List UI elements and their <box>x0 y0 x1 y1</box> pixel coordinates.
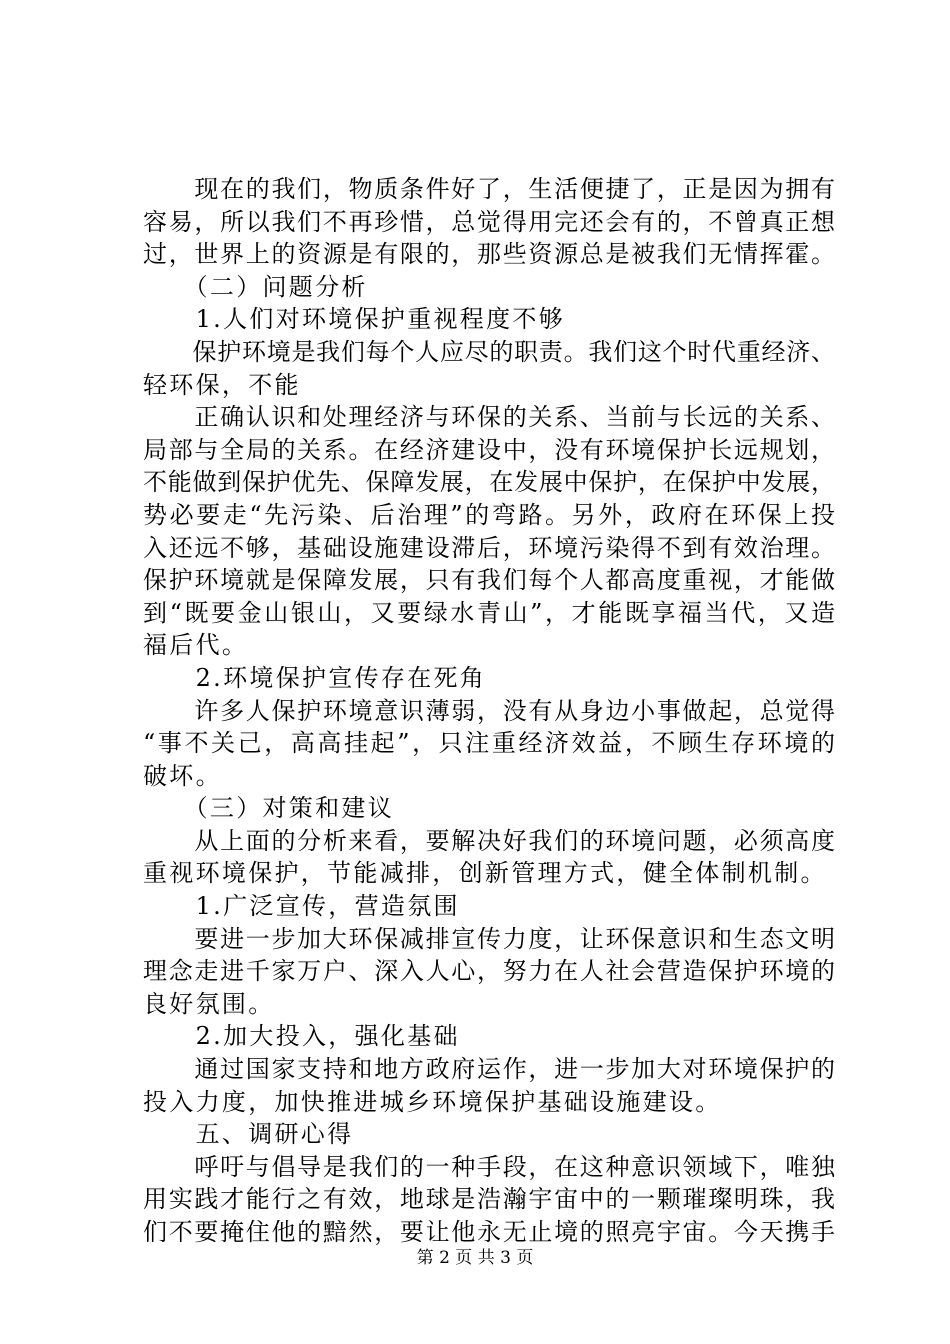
text-line: 福后代。 <box>143 631 249 660</box>
text-line: 保护环境是我们每个人应尽的职责。我们这个时代重经济、 <box>143 337 835 366</box>
text-line: “事不关己，高高挂起”，只注重经济效益，不顾生存环境的 <box>143 729 835 758</box>
text-line: 容易，所以我们不再珍惜，总觉得用完还会有的，不曾真正想 <box>143 207 835 236</box>
subsection-heading: 1.人们对环境保护重视程度不够 <box>143 305 565 334</box>
text-line: 从上面的分析来看，要解决好我们的环境问题，必须高度 <box>143 826 835 855</box>
text-line: 许多人保护环境意识薄弱，没有从身边小事做起，总觉得 <box>143 696 835 725</box>
text-line: 们不要掩住他的黯然，要让他永无止境的照亮宇宙。今天携手 <box>143 1218 835 1246</box>
page-number-footer: 第 2 页 共 3 页 <box>416 1248 534 1268</box>
text-line: 破坏。 <box>143 761 222 790</box>
text-line: 势必要走“先污染、后治理”的弯路。另外，政府在环保上投 <box>143 500 835 529</box>
section-heading: （三）对策和建议 <box>143 794 394 823</box>
text-line: 现在的我们，物质条件好了，生活便捷了，正是因为拥有 <box>143 175 835 203</box>
text-line: 正确认识和处理经济与环保的关系、当前与长远的关系、 <box>143 403 835 432</box>
section-heading: （二）问题分析 <box>143 272 368 301</box>
text-line: 投入力度，加快推进城乡环境保护基础设施建设。 <box>143 1087 722 1116</box>
text-line: 理念走进千家万户、深入人心，努力在人社会营造保护环境的 <box>143 957 835 986</box>
document-body <box>143 173 835 1249</box>
subsection-heading: 2.环境保护宣传存在死角 <box>143 663 487 692</box>
text-line: 入还远不够，基础设施建设滞后，环境污染得不到有效治理。 <box>143 533 835 562</box>
text-line: 到“既要金山银山，又要绿水青山”，才能既享福当代，又造 <box>143 598 835 627</box>
text-line: 过，世界上的资源是有限的，那些资源总是被我们无情挥霍。 <box>143 240 835 269</box>
section-heading: 五、调研心得 <box>143 1120 354 1149</box>
text-line: 不能做到保护优先、保障发展，在发展中保护，在保护中发展， <box>143 468 835 497</box>
subsection-heading: 1.广泛宣传，营造氛围 <box>143 892 460 921</box>
subsection-heading: 2.加大投入，强化基础 <box>143 1022 460 1051</box>
text-line: 通过国家支持和地方政府运作，进一步加大对环境保护的 <box>143 1055 835 1084</box>
text-line: 用实践才能行之有效，地球是浩瀚宇宙中的一颗璀璨明珠，我 <box>143 1185 835 1214</box>
text-line: 保护环境就是保障发展，只有我们每个人都高度重视，才能做 <box>143 566 835 595</box>
text-line: 局部与全局的关系。在经济建设中，没有环境保护长远规划， <box>143 435 835 464</box>
text-line: 要进一步加大环保减排宣传力度，让环保意识和生态文明 <box>143 924 835 953</box>
text-line: 轻环保，不能 <box>143 370 301 399</box>
text-line: 呼吁与倡导是我们的一种手段，在这种意识领域下，唯独 <box>143 1152 835 1181</box>
text-line: 良好氛围。 <box>143 989 275 1018</box>
text-line: 重视环境保护，节能减排，创新管理方式，健全体制机制。 <box>143 859 827 888</box>
